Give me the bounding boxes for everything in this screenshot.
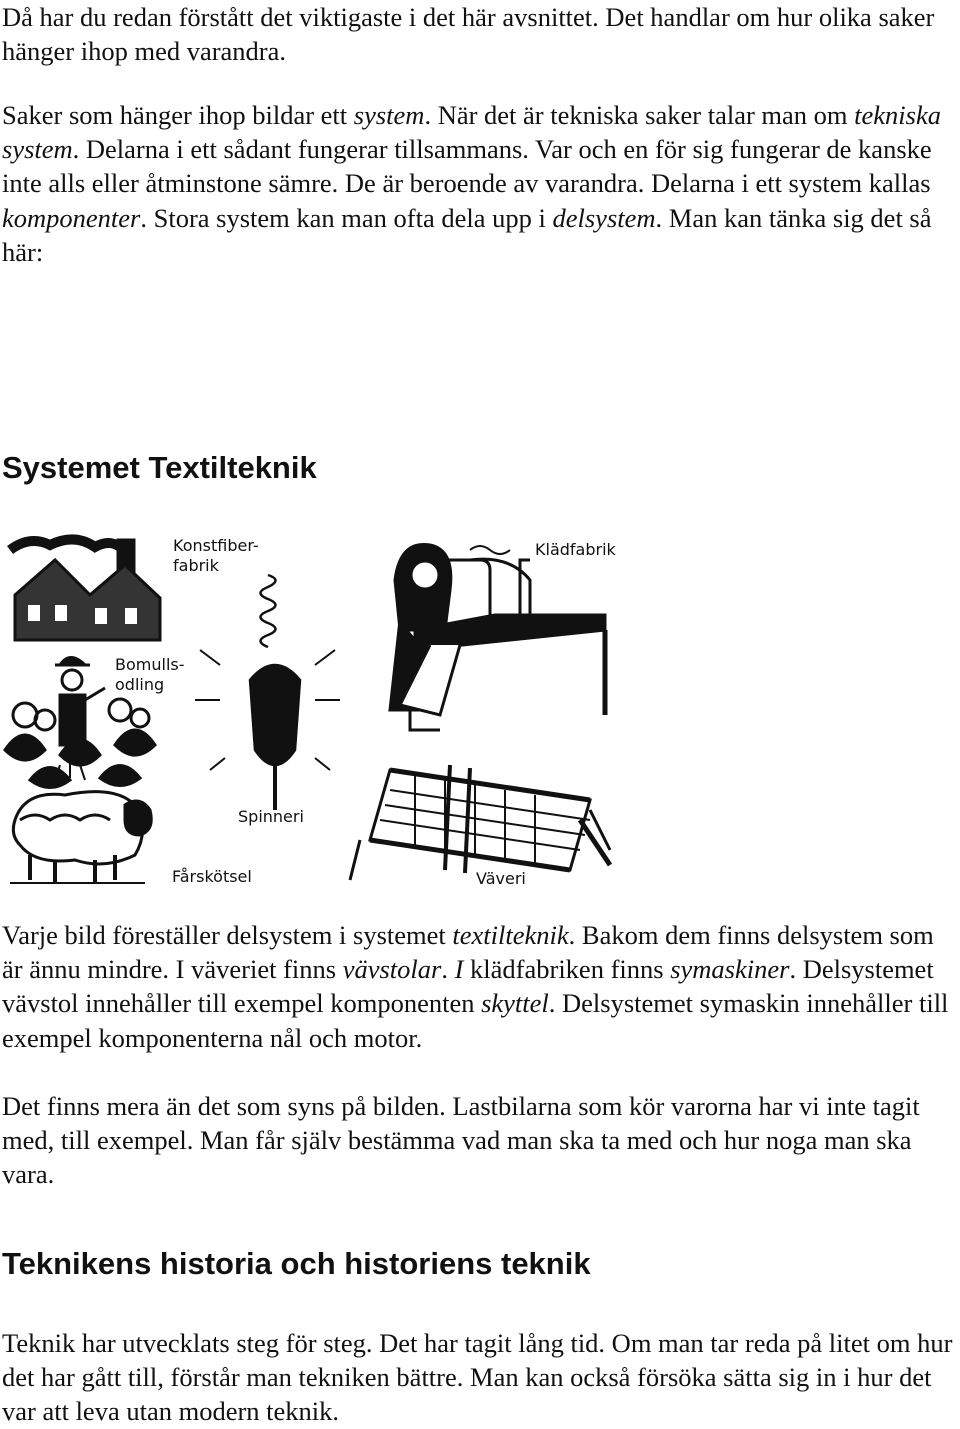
delsystem-paragraph: Varje bild föreställer delsystem i systemet textilteknik. Bakom dem finns delsystem som är ännu mindre. I väveriet finns vävstolar. I klädfabriken finns symaskiner. Delsystemet vävstol innehåller till exempel komponenten skyttel. Delsystemet symaskin innehåller till exempel komponenterna nål och motor.: [2, 920, 949, 1053]
sewing-drawing: [390, 544, 605, 730]
label-spinneri: Spinneri: [238, 807, 304, 826]
label-bomullsodling-1: Bomulls-: [115, 655, 185, 674]
heading-teknikens-historia: Teknikens historia och historiens teknik: [2, 1246, 591, 1281]
label-kladfabrik: Klädfabrik: [535, 540, 616, 559]
label-konstfiberfabrik-2: fabrik: [173, 556, 219, 575]
intro-paragraph: Då har du redan förstått det viktigaste i det här avsnittet. Det handlar om hur olika saker hänger ihop med varandra.: [2, 2, 935, 67]
heading-systemet-textilteknik: Systemet Textilteknik: [2, 450, 317, 485]
label-bomullsodling-2: odling: [115, 675, 165, 694]
label-farskotsel: Fårskötsel: [172, 867, 252, 886]
more-paragraph: Det finns mera än det som syns på bilden. Lastbilarna som kör varorna har vi inte tagit med, till exempel. Man får själv bestämma vad man ska ta med och hur noga man ska vara.: [2, 1091, 920, 1190]
loom-drawing: [350, 765, 610, 880]
label-vaveri: Väveri: [476, 869, 526, 888]
spinning-drawing: [195, 575, 340, 810]
factory-drawing: [10, 539, 160, 640]
textile-system-illustration: [0, 520, 960, 900]
label-konstfiberfabrik-1: Konstfiber-: [173, 536, 259, 555]
history-paragraph: Teknik har utvecklats steg för steg. Det har tagit lång tid. Om man tar reda på litet om hur det har gått till, förstår man tekniken bättre. Man kan också försöka sätta sig in i hur det var att leva utan modern teknik.: [2, 1328, 953, 1427]
system-paragraph: Saker som hänger ihop bildar ett system. När det är tekniska saker talar man om tekniska system. Delarna i ett sådant fungerar tillsammans. Var och en för sig fungerar de kanske inte alls eller åtminstone sämre. De är beroende av varandra. Delarna i ett system kallas komponenter. Stora system kan man ofta dela upp i delsystem. Man kan tänka sig det så här:: [2, 100, 941, 267]
